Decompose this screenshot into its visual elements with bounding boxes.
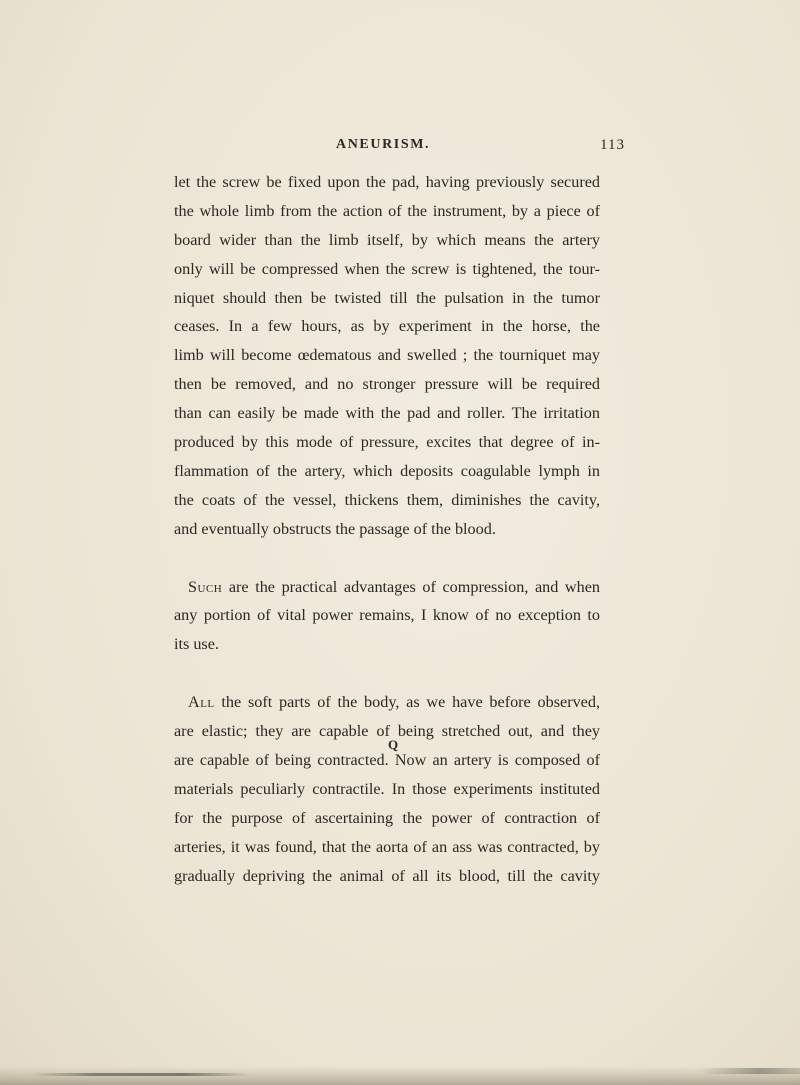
drop-lead-word: Such (188, 577, 223, 596)
page-number: 113 (600, 137, 625, 153)
paragraph-2 (174, 573, 600, 660)
binding-stain (700, 1068, 800, 1074)
text-line: flammation of the artery, which deposits coagulable lymph in (174, 461, 600, 480)
text-line: gradually depriving the animal of all its blood, till the cavity (174, 866, 600, 885)
text-line: board wider than the limb itself, by which means the artery (174, 230, 600, 249)
text-line: than can easily be made with the pad and roller. The irritation (174, 404, 600, 423)
text-line: its use. (174, 635, 219, 654)
text-line: produced by this mode of pressure, excites that degree of in- (174, 433, 600, 452)
paragraph-1 (174, 168, 600, 544)
text-line: let the screw be fixed upon the pad, having previously secured (174, 173, 600, 191)
text-line: the whole limb from the action of the instrument, by a piece of (174, 201, 600, 220)
text-line: niquet should then be twisted till the pulsation in the tumor (174, 288, 600, 307)
text-line: the coats of the vessel, thickens them, diminishes the cavity, (174, 490, 600, 509)
page-header (0, 137, 800, 157)
text-line (174, 688, 600, 717)
drop-lead-word: All (188, 693, 215, 712)
text-run: the soft parts of the body, as we have before observed, (214, 693, 600, 712)
text-line: any portion of vital power remains, I know of no exception to (174, 606, 600, 625)
text-line (174, 573, 600, 602)
text-line: ceases. In a few hours, as by experiment in the horse, the (174, 317, 600, 336)
text-line: and eventually obstructs the passage of the blood. (174, 519, 496, 538)
body-text (174, 168, 600, 890)
binding-stain (30, 1073, 250, 1076)
text-line: only will be compressed when the screw is tightened, the tour- (174, 259, 600, 278)
paragraph-3 (174, 688, 600, 890)
text-line: limb will become œdematous and swelled ; the tourniquet may (174, 346, 600, 365)
text-line: for the purpose of ascertaining the power of contraction of (174, 808, 600, 827)
paragraph-gap (174, 659, 600, 688)
text-line: arteries, it was found, that the aorta of an ass was contracted, by (174, 837, 600, 856)
text-line: then be removed, and no stronger pressure will be required (174, 375, 600, 394)
running-head: ANEURISM. (336, 137, 431, 152)
text-run: are the practical advantages of compression, and when (222, 577, 600, 596)
text-line: are elastic; they are capable of being stretched out, and they (174, 722, 600, 741)
signature-mark: Q (388, 737, 399, 752)
text-line: materials peculiarly contractile. In those experiments instituted (174, 779, 600, 798)
paragraph-gap (174, 544, 600, 573)
text-line: are capable of being contracted. Now an artery is composed of (174, 751, 600, 770)
